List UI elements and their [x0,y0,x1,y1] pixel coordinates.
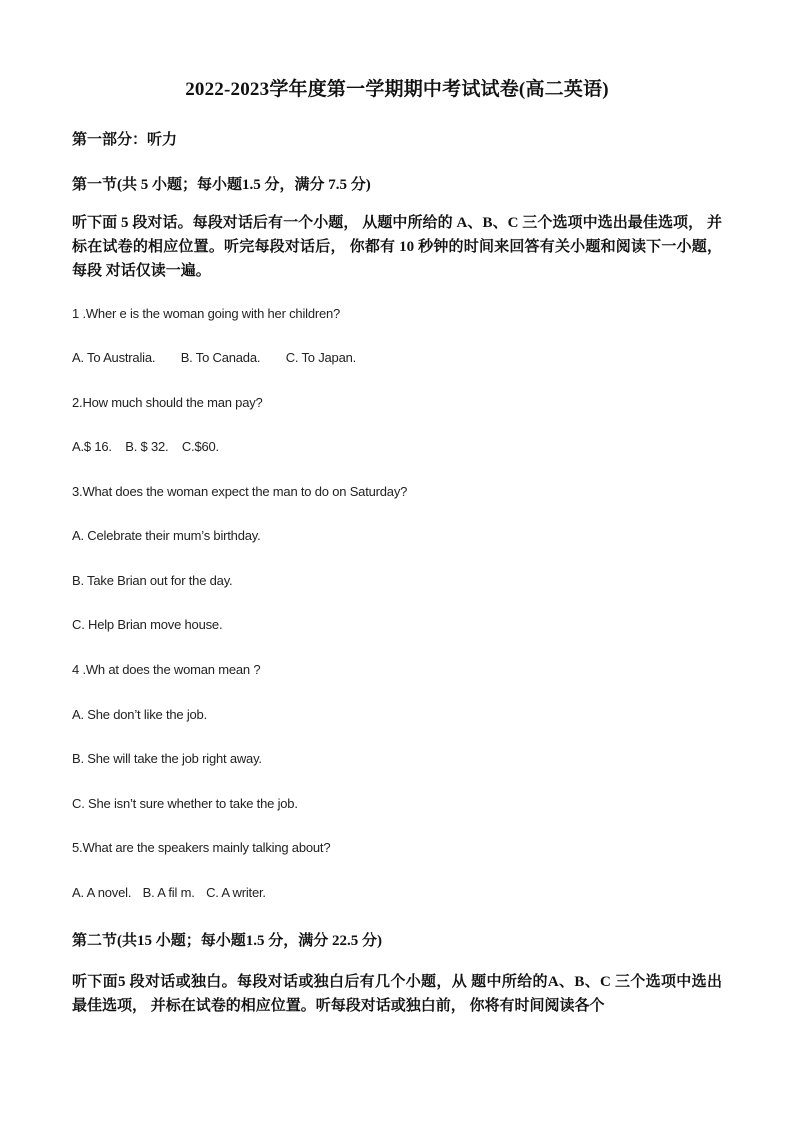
section1-instructions: 听下面 5 段对话。每段对话后有一个小题， 从题中所给的 A、B、C 三个选项中选出最佳选项， 并标在试卷的相应位置。听完每段对话后， 你都有 10 秒钟的时间来回答有关小题和阅读下一小题，每段 对话仅读一遍。 [72,215,722,279]
option-c: C. A writer. [206,885,266,900]
option-a: A. To Australia. [72,350,156,365]
question-2-options [72,439,229,454]
question-5-options [72,885,274,900]
question-3-option-b: B. Take Brian out for the day. [72,573,233,588]
question-3-stem: 3.What does the woman expect the man to do on Saturday? [72,484,408,499]
option-a: A.$ 16. [72,439,112,454]
section2-instructions: 听下面5 段对话或独白。每段对话或独白后有几个小题，从 题中所给的A、B、C 三个选项中选出最佳选项， 并标在试卷的相应位置。听每段对话或独白前， 你将有时间阅读各个 [72,974,722,1014]
question-3-option-a: A. Celebrate their mum’s birthday. [72,528,261,543]
question-4-option-c: C. She isn’t sure whether to take the job. [72,796,298,811]
question-1-options [72,350,378,365]
part-heading: 第一部分：听力 [72,132,178,148]
question-2-stem: 2.How much should the man pay? [72,395,263,410]
option-b: B. $ 32. [125,439,169,454]
option-c: C. To Japan. [285,350,357,365]
exam-title: 2022-2023学年度第一学期期中考试试卷(高二英语) [185,79,609,100]
section1-heading: 第一节(共 5 小题；每小题1.5 分，满分 7.5 分) [72,177,371,193]
option-c: C.$60. [181,439,219,454]
option-a: A. A novel. [72,885,132,900]
option-b: B. A fil m. [142,885,195,900]
question-5-stem: 5.What are the speakers mainly talking about? [72,840,331,855]
question-4-option-a: A. She don’t like the job. [72,707,208,722]
question-1-stem: 1 .Wher e is the woman going with her children? [72,306,341,321]
option-b: B. To Canada. [180,350,261,365]
question-4-option-b: B. She will take the job right away. [72,751,262,766]
question-4-stem: 4 .Wh at does the woman mean ? [72,662,261,677]
section2-heading: 第二节(共15 小题；每小题1.5 分，满分 22.5 分) [72,933,382,949]
question-3-option-c: C. Help Brian move house. [72,617,223,632]
